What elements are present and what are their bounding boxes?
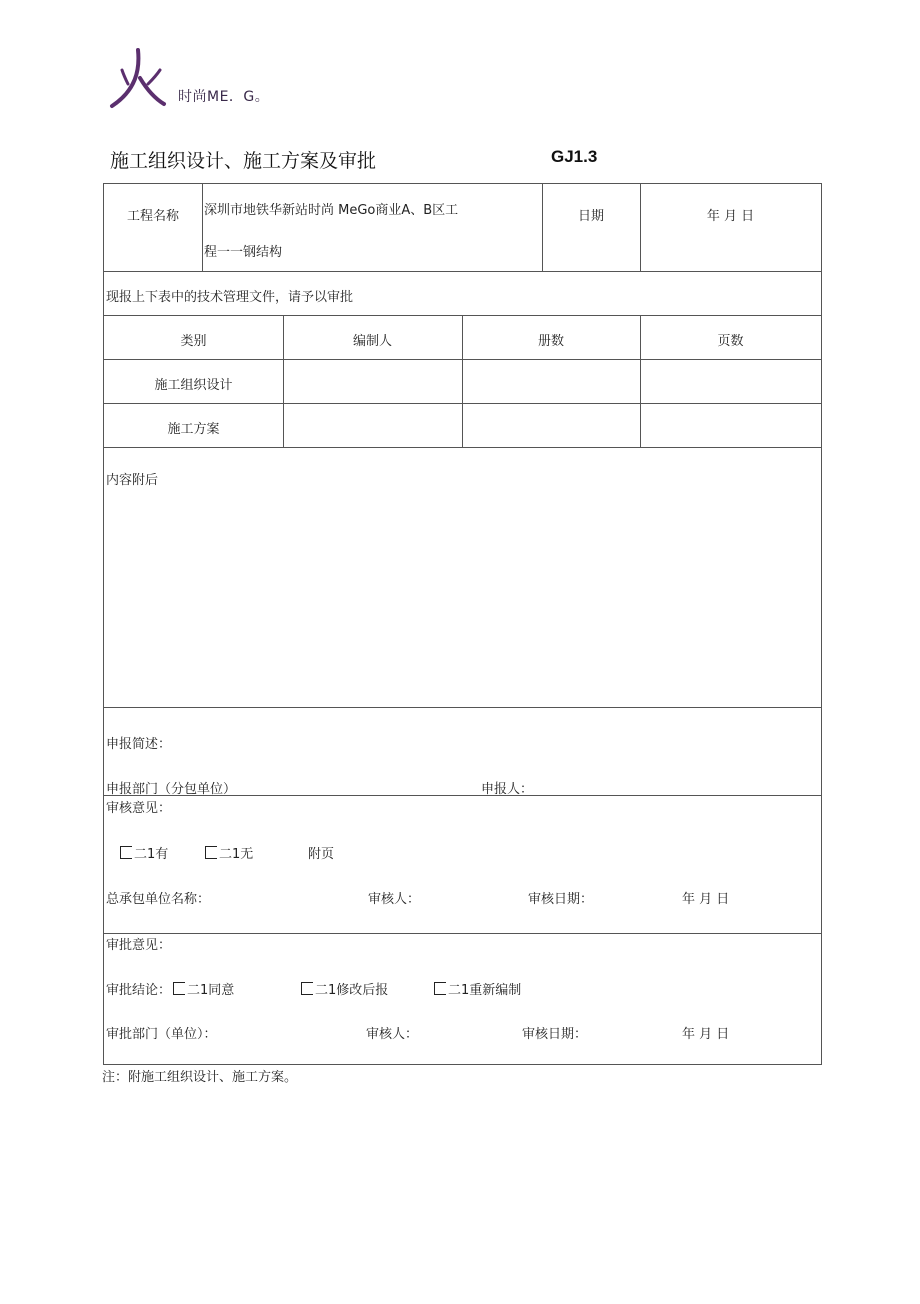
col-header-author: 编制人 [352, 334, 392, 349]
rule [104, 447, 821, 448]
approval-conclusion-label: 审批结论： [106, 983, 172, 998]
submission-summary-label: 申报简述： [106, 737, 172, 752]
option-no[interactable]: 二1无 [205, 843, 253, 862]
review-date-label: 审核日期： [528, 892, 594, 907]
content-note: 内容附后 [106, 473, 159, 488]
checkbox-icon[interactable] [173, 982, 185, 995]
project-name-line2: 程一一钢结构 [204, 245, 283, 260]
date-label: 日期 [577, 209, 604, 224]
intro-text: 现报上下表中的技术管理文件，请予以审批 [106, 290, 354, 305]
page-title: 施工组织设计、施工方案及审批 [110, 150, 377, 172]
col-header-category: 类别 [180, 334, 207, 349]
approval-form [103, 183, 822, 1065]
approval-reviewer-label: 审核人： [366, 1027, 419, 1042]
attachment-label: 附页 [308, 847, 335, 862]
col-header-pages: 页数 [717, 334, 744, 349]
project-name-label: 工程名称 [126, 209, 179, 224]
rule [104, 933, 821, 934]
checkbox-icon[interactable] [120, 846, 132, 859]
rule [202, 184, 203, 271]
checkbox-icon[interactable] [205, 846, 217, 859]
rule [542, 184, 543, 271]
contractor-name-label: 总承包单位名称： [106, 892, 211, 907]
approval-review-date-label: 审核日期： [522, 1027, 588, 1042]
checkbox-icon[interactable] [301, 982, 313, 995]
option-agree[interactable]: 二1同意 [173, 979, 234, 998]
row-construction-plan: 施工方案 [167, 422, 220, 437]
submission-dept-label: 申报部门（分包单位） [106, 782, 237, 797]
review-opinion-label: 审核意见： [106, 801, 172, 816]
approval-date-value: 年 月 日 [682, 1027, 730, 1042]
checkbox-icon[interactable] [434, 982, 446, 995]
logo-fire-icon [108, 40, 178, 112]
approval-dept-label: 审批部门（单位）： [106, 1027, 217, 1042]
row-construction-org-design: 施工组织设计 [154, 378, 233, 393]
review-date-value: 年 月 日 [682, 892, 730, 907]
reviewer-label: 审核人： [368, 892, 421, 907]
logo-text: 时尚ME．G。 [178, 89, 270, 105]
col-header-volumes: 册数 [537, 334, 564, 349]
approval-opinion-label: 审批意见： [106, 938, 172, 953]
rule [104, 271, 821, 272]
option-revise[interactable]: 二1修改后报 [301, 979, 388, 998]
applicant-label: 申报人： [481, 782, 534, 797]
date-value: 年 月 日 [706, 209, 755, 224]
option-yes[interactable]: 二1有 [120, 843, 168, 862]
form-code: GJ1.3 [551, 147, 598, 166]
footnote: 注：附施工组织设计、施工方案。 [102, 1070, 298, 1085]
option-redo[interactable]: 二1重新编制 [434, 979, 521, 998]
rule [104, 707, 821, 708]
rule [640, 184, 641, 271]
project-name-line1: 深圳市地铁华新站时尚 MeGo商业A、B区工 [204, 203, 459, 218]
